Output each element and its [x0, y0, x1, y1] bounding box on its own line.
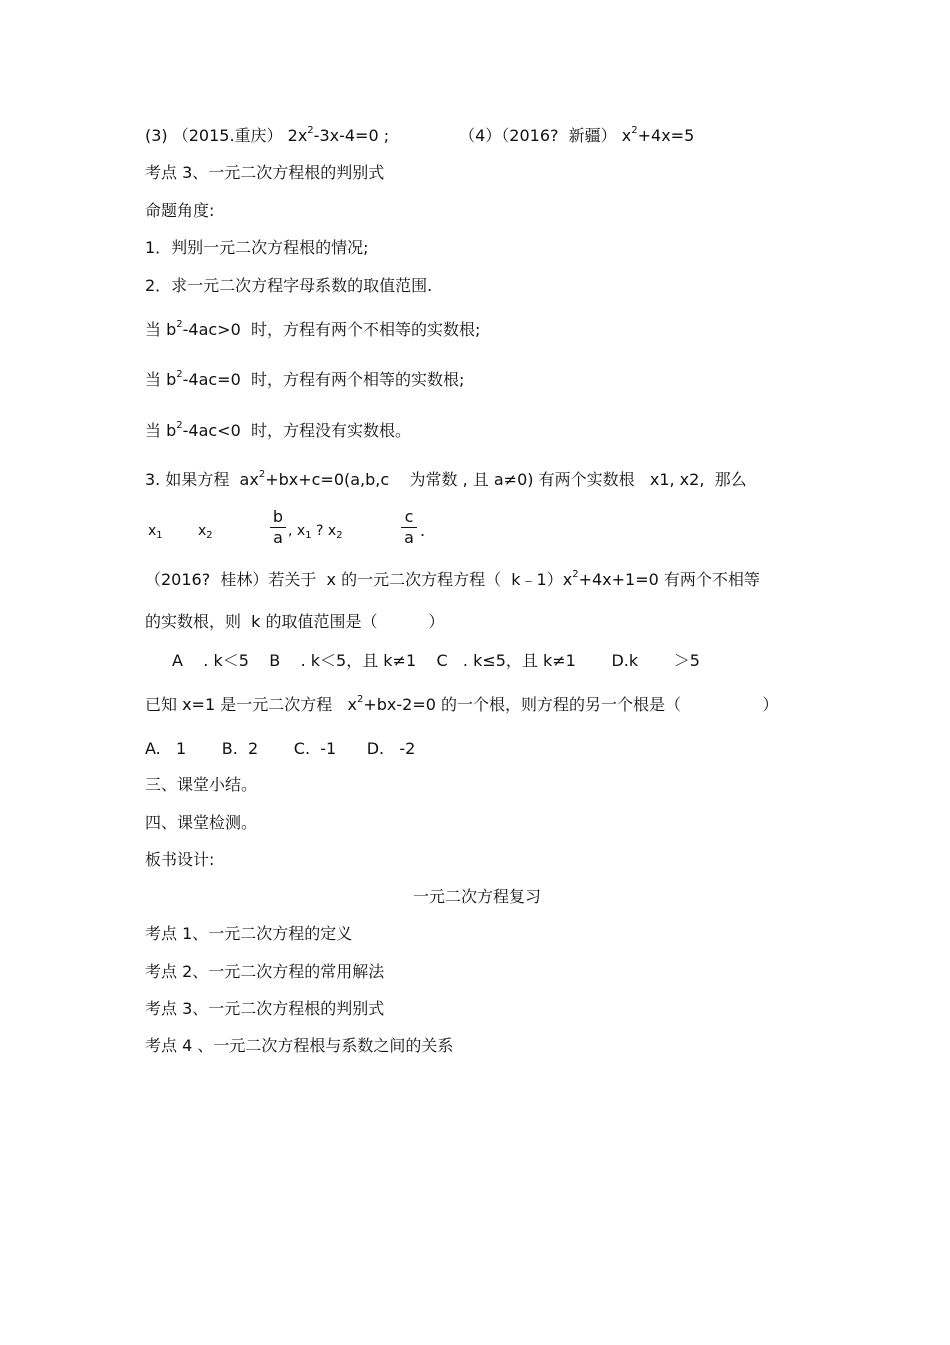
- board-design-label: 板书设计:: [145, 850, 215, 869]
- question-1-cont: 的实数根，则 k 的取值范围是（ ）: [145, 612, 445, 631]
- fraction-denominator: a: [273, 528, 283, 547]
- board-point: 考点 3、一元二次方程根的判别式: [145, 999, 385, 1018]
- discriminant-rule: 当 $b^2-4ac>0$ 时，方程有两个不相等的实数根;: [145, 319, 481, 339]
- question-1: （2016? 桂林）若关于 x 的一元二次方程方程（ $k﹣1)x^2+4x+1=0$ 有两个不相等: [145, 569, 760, 589]
- fraction-numerator: c: [404, 507, 414, 526]
- vieta-x1: $x_1$: [148, 523, 163, 541]
- section-heading: 考点 3、一元二次方程根的判别式: [145, 163, 385, 182]
- fraction-numerator: b: [272, 507, 284, 526]
- fraction-denominator: a: [404, 528, 414, 547]
- vieta-end: .: [420, 521, 426, 540]
- question-2-options: A. 1 B. 2 C. -1 D. -2: [145, 739, 416, 758]
- topic-label: 命题角度:: [145, 201, 215, 220]
- vieta-x2: $x_2$: [198, 523, 213, 541]
- fraction-b-over-a: [270, 508, 286, 547]
- section-summary: 三、课堂小结。: [145, 775, 258, 794]
- fraction-c-over-a: [401, 508, 417, 547]
- board-point: 考点 2、一元二次方程的常用解法: [145, 962, 385, 981]
- topic-item: 2．求一元二次方程字母系数的取值范围.: [145, 276, 433, 295]
- exercise-line: (3) （2015.重庆） $2x^2-3x-4=0$ ; （4）（2016? 新疆） $x^2+4x=5$: [145, 125, 695, 145]
- discriminant-rule: 当 $b^2-4ac=0$ 时，方程有两个相等的实数根;: [145, 369, 465, 389]
- question-2: 已知 x=1 是一元二次方程 $x^2+bx-2=0$ 的一个根，则方程的另一个根是（ ）: [145, 694, 779, 714]
- vieta-statement: 3. 如果方程 $ax^2+bx+c=0(a,b,c$ 为常数 , 且 a≠0) 有两个实数根 x1, x2, 那么: [145, 469, 747, 489]
- topic-item: 1．判别一元二次方程根的情况;: [145, 238, 369, 257]
- vieta-product: , $x_1$ ? $x_2$: [288, 523, 343, 541]
- section-test: 四、课堂检测。: [145, 813, 258, 832]
- board-title: 一元二次方程复习: [413, 887, 542, 906]
- question-1-options: A . k＜5 B . k＜5，且 k≠1 C . k≤5，且 k≠1 D.k ＞5: [172, 651, 700, 670]
- board-point: 考点 1、一元二次方程的定义: [145, 924, 353, 943]
- board-point: 考点 4 、一元二次方程根与系数之间的关系: [145, 1036, 454, 1055]
- discriminant-rule: 当 $b^2-4ac<0$ 时，方程没有实数根。: [145, 420, 411, 440]
